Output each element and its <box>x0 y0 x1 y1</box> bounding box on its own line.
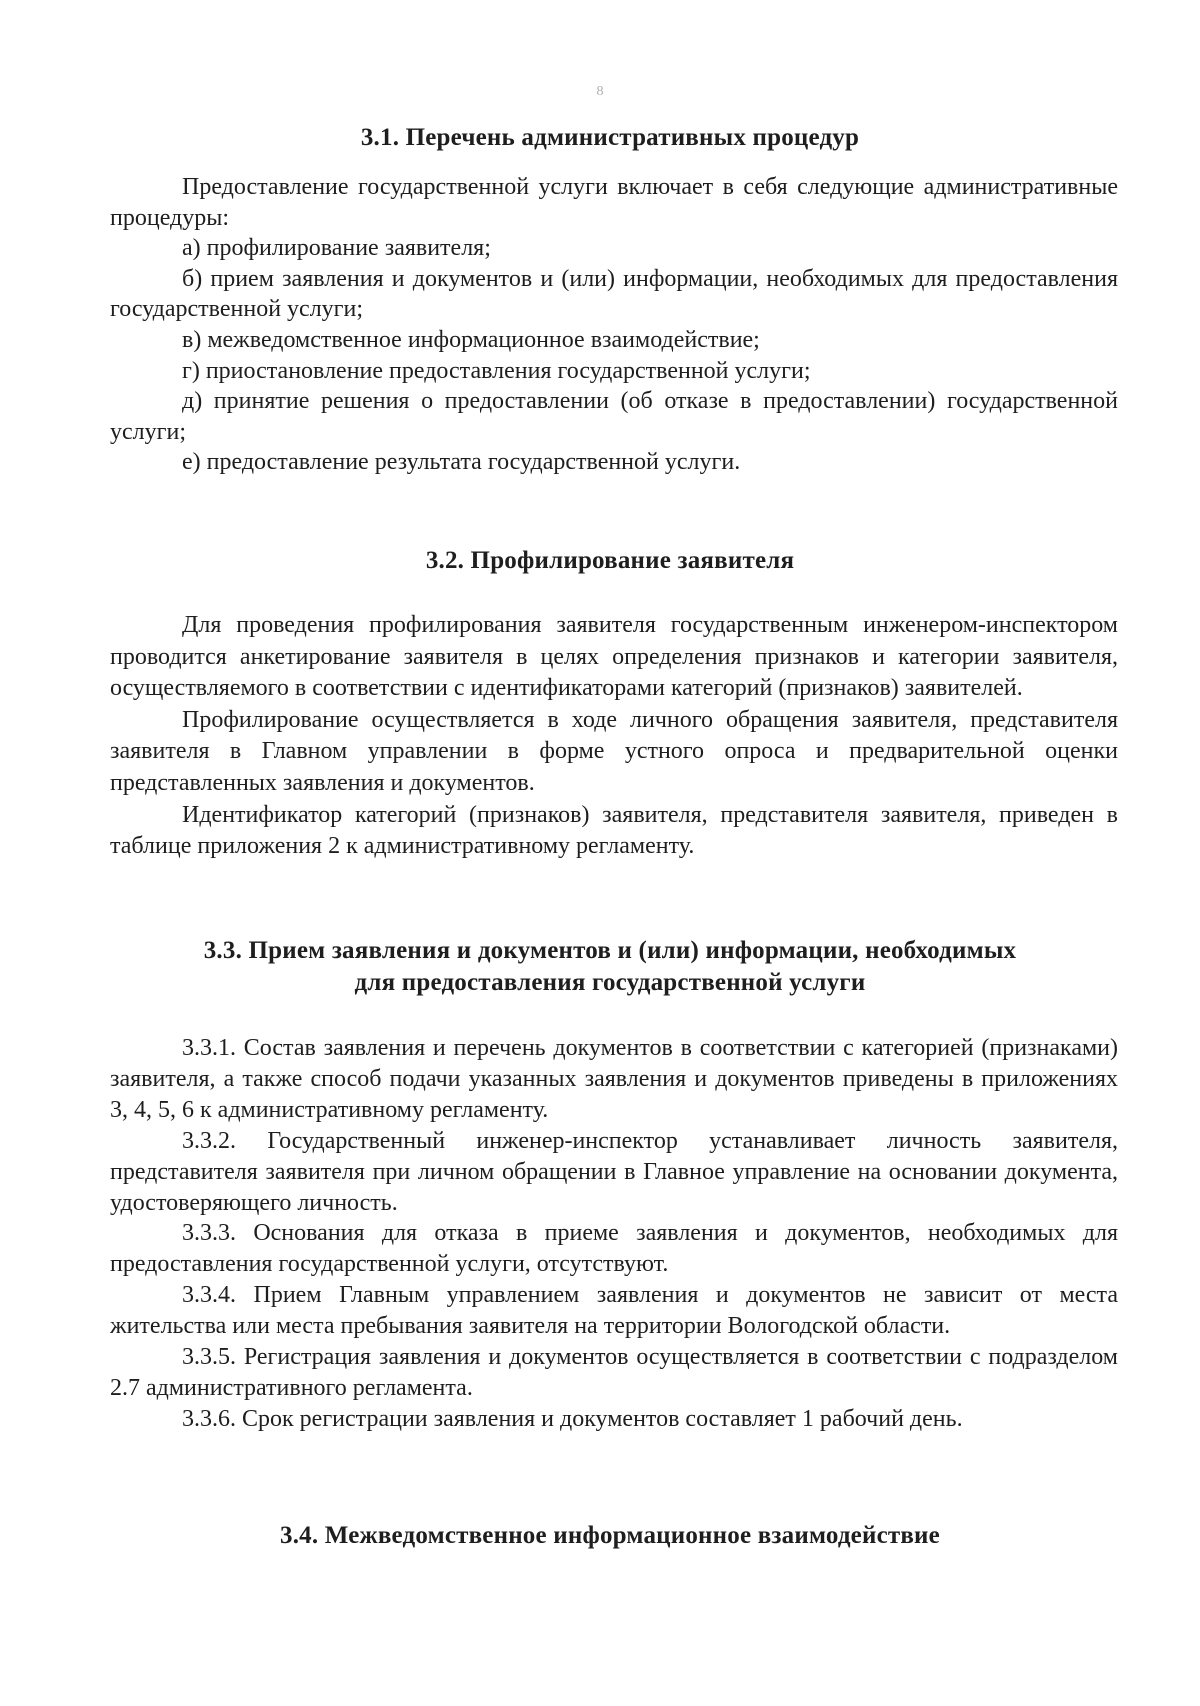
section-3-3-paragraph: 3.3.1. Состав заявления и перечень документов в соответствии с категорией (признаками) заявителя, а также способ подачи указанных заявления и документов приведены в приложениях 3, 4, 5, 6 к административному регламенту. <box>110 1035 1118 1123</box>
section-3-3-paragraph: 3.3.6. Срок регистрации заявления и документов составляет 1 рабочий день. <box>182 1405 963 1432</box>
section-3-3-paragraph: 3.3.4. Прием Главным управлением заявления и документов не зависит от места жительства или места пребывания заявителя на территории Вологодской области. <box>110 1282 1118 1340</box>
section-3-2-paragraph: Для проведения профилирования заявителя государственным инженером-инспектором проводится анкетирование заявителя в целях определения признаков и категории заявителя, осуществляемого в соответствии с идентификаторами категорий (признаков) заявителей. <box>110 612 1118 702</box>
procedure-item-g: г) приостановление предоставления государственной услуги; <box>182 357 811 384</box>
section-3-1-body <box>110 172 1118 478</box>
procedure-item-a: а) профилирование заявителя; <box>182 235 491 262</box>
section-3-3-heading <box>110 935 1110 999</box>
section-3-3-heading-line-1: 3.3. Прием заявления и документов и (или) информации, необходимых <box>203 937 1017 964</box>
section-3-1-intro: Предоставление государственной услуги включает в себя следующие административные процедуры: <box>110 174 1118 231</box>
section-3-3-paragraph: 3.3.5. Регистрация заявления и документов осуществляется в соответствии с подразделом 2.7 административного регламента. <box>110 1344 1118 1401</box>
section-3-3-paragraph: 3.3.3. Основания для отказа в приеме заявления и документов, необходимых для предоставления государственной услуги, отсутствуют. <box>110 1220 1118 1278</box>
section-3-2-body <box>110 610 1118 863</box>
section-3-2-heading: 3.2. Профилирование заявителя <box>425 547 795 574</box>
section-3-4-heading: 3.4. Межведомственное информационное взаимодействие <box>280 1522 940 1549</box>
section-3-2-paragraph: Идентификатор категорий (признаков) заявителя, представителя заявителя, приведен в таблице приложения 2 к административному регламенту. <box>110 801 1118 860</box>
section-3-3-body <box>110 1033 1118 1435</box>
procedure-item-b: б) прием заявления и документов и (или) информации, необходимых для предоставления государственной услуги; <box>110 265 1118 323</box>
procedure-item-v: в) межведомственное информационное взаимодействие; <box>182 326 760 353</box>
section-3-2-paragraph: Профилирование осуществляется в ходе личного обращения заявителя, представителя заявителя в Главном управлении в форме устного опроса и предварительной оценки представленных заявления и документов. <box>110 706 1118 796</box>
page-number: 8 <box>596 84 604 99</box>
section-3-3-paragraph: 3.3.2. Государственный инженер-инспектор устанавливает личность заявителя, представителя заявителя при личном обращении в Главное управление на основании документа, удостоверяющего личность. <box>110 1127 1118 1216</box>
procedure-item-e: е) предоставление результата государственной услуги. <box>182 449 741 476</box>
procedure-item-d: д) принятие решения о предоставлении (об отказе в предоставлении) государственной услуги; <box>110 388 1118 445</box>
section-3-3-heading-line-2: для предоставления государственной услуги <box>354 969 866 996</box>
section-3-1-heading: 3.1. Перечень административных процедур <box>360 124 860 151</box>
